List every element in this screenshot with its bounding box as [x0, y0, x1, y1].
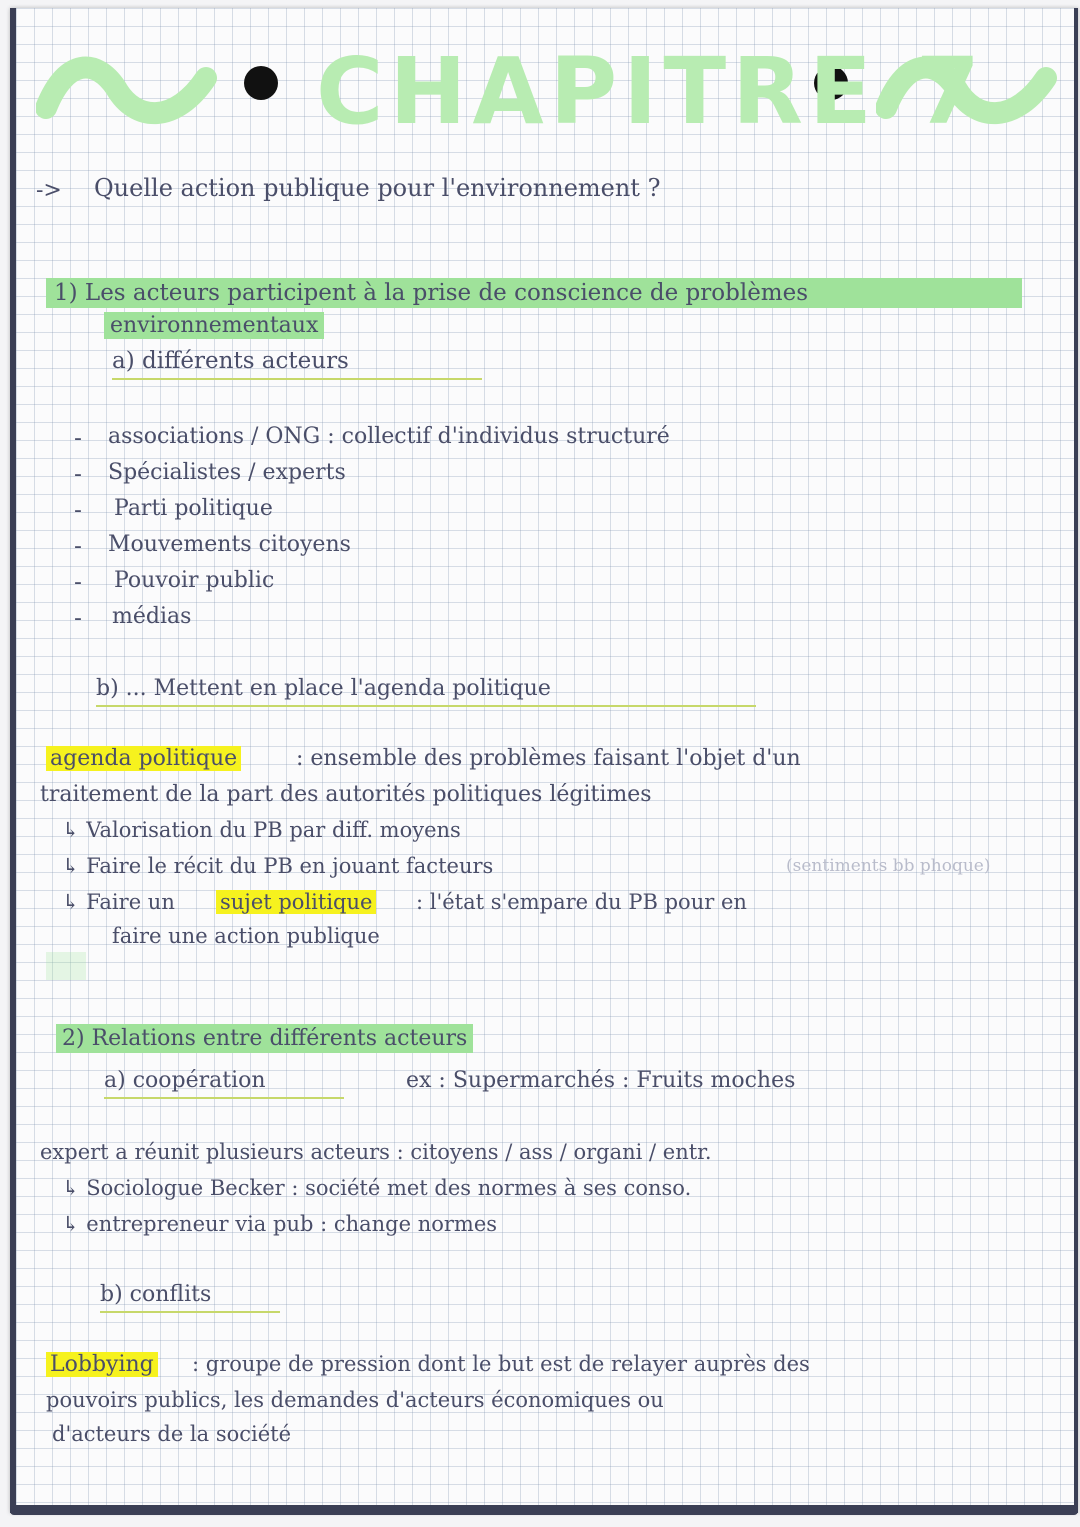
arrow-point-3-prefix: ↳ Faire un [62, 890, 175, 914]
lobbying-def-line2: pouvoirs publics, les demandes d'acteurs économiques ou [46, 1388, 664, 1412]
section1-heading-line2: environnementaux [104, 312, 324, 339]
chapter-question: Quelle action publique pour l'environnement ? [94, 174, 661, 202]
list-item: Mouvements citoyens [108, 532, 351, 557]
list-item: Parti politique [114, 496, 273, 521]
list-item: Spécialistes / experts [108, 460, 346, 485]
section1-heading-line1: 1) Les acteurs participent à la prise de conscience de problèmes [46, 278, 1022, 308]
section2-sub-b: b) conflits [100, 1282, 280, 1313]
list-item: associations / ONG : collectif d'individus structuré [108, 424, 670, 449]
arrow-point-3-suffix: : l'état s'empare du PB pour en [416, 890, 747, 914]
arrow-point-2-note: (sentiments bb phoque) [786, 856, 991, 876]
lobbying-def-line3: d'acteurs de la société [52, 1422, 292, 1446]
arrow-point-2: ↳ Faire le récit du PB en jouant facteurs [62, 854, 494, 878]
chapter-title: CHAPITRE 7 [316, 38, 986, 145]
binder-hole-left [244, 66, 278, 100]
sujet-politique-term: sujet politique [216, 890, 376, 914]
section2-arrow-2: ↳ entrepreneur via pub : change normes [62, 1212, 498, 1236]
question-arrow: -> [36, 178, 62, 203]
section2-example: ex : Supermarchés : Fruits moches [406, 1068, 796, 1093]
arrow-point-3-line2: faire une action publique [112, 924, 380, 948]
lobbying-def-line1: : groupe de pression dont le but est de relayer auprès des [192, 1352, 810, 1376]
left-swirl-decoration [36, 48, 236, 138]
section2-heading: 2) Relations entre différents acteurs [56, 1024, 473, 1053]
list-item: médias [112, 604, 192, 629]
page-bottom-edge [10, 1505, 1078, 1515]
expert-line: expert a réunit plusieurs acteurs : citoyens / ass / organi / entr. [40, 1140, 712, 1164]
lobbying-term: Lobbying [46, 1352, 158, 1377]
section2-arrow-1: ↳ Sociologue Becker : société met des normes à ses conso. [62, 1176, 692, 1200]
section1-sub-a: a) différents acteurs [112, 348, 482, 380]
section1-sub-b: b) ... Mettent en place l'agenda politique [96, 676, 756, 707]
definition-text-line2: traitement de la part des autorités politiques légitimes [40, 782, 652, 807]
small-green-mark [46, 952, 86, 980]
arrow-point-1: ↳ Valorisation du PB par diff. moyens [62, 818, 461, 842]
list-item: Pouvoir public [114, 568, 275, 593]
definition-term-agenda: agenda politique [46, 746, 241, 771]
notebook-page: CHAPITRE 7 -> Quelle action publique pour l'environnement ? 1) Les acteurs participent à la prise de conscience de problèmes environnementaux a) différents acteurs - associations / ONG : collectif d'individus structuré - Spécialistes / experts - Parti politique - Mouvements citoyens - Pouvoir public - médias b) ... Mettent en place l'agenda politique agenda politique : ensemble des problèmes faisant l'objet d'un traitement de la part des autorités politiques légitimes ↳ Valorisation du PB par diff. moyens ↳ Faire le récit du PB en jouant facteurs (sentiments bb phoque) ↳ Faire un sujet politique : l'état s'empare du PB pour en faire une action publique 2) Relations entre différents acteurs a) coopération ex : Supermarchés : Fruits moches expert a réunit plusieurs acteurs : citoyens / ass / organi / entr. ↳ Sociologue Becker : société met des normes à ses conso. ↳ entrepreneur via pub : change normes b) conflits Lobbying : groupe de pression dont le but est de relayer auprès des pouvoirs publics, les demandes d'acteurs économiques ou d'acteurs de la société [10, 8, 1078, 1513]
section2-sub-a: a) coopération [104, 1068, 344, 1099]
definition-text-line1: : ensemble des problèmes faisant l'objet d'un [296, 746, 801, 771]
